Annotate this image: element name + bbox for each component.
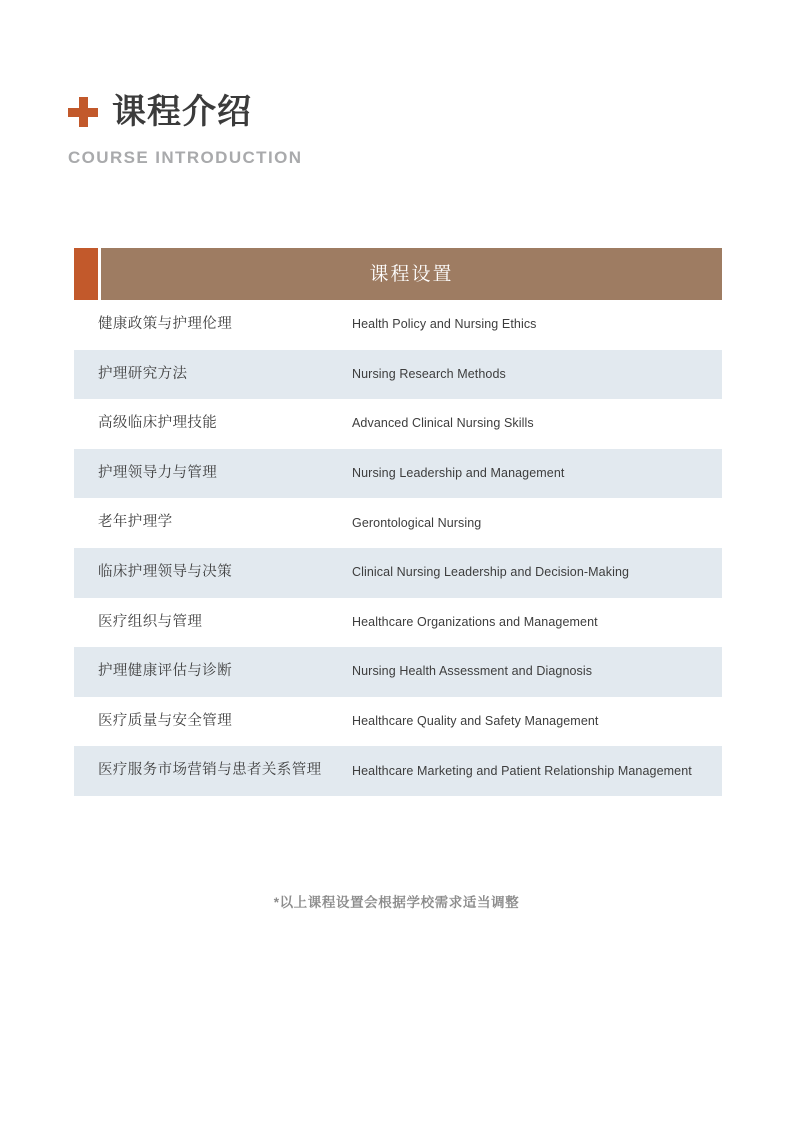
table-header-accent-bar (74, 248, 98, 300)
page-title: 课程介绍 (112, 93, 252, 131)
course-name-cn: 高级临床护理技能 (98, 415, 218, 432)
table-row (74, 697, 722, 747)
table-row (74, 746, 722, 796)
table-row (74, 598, 722, 648)
table-header-main (101, 248, 722, 300)
plus-icon (68, 97, 98, 127)
footnote: *以上课程设置会根据学校需求适当调整 (273, 895, 520, 910)
course-name-en: Advanced Clinical Nursing Skills (352, 416, 534, 431)
course-name-en: Nursing Research Methods (352, 366, 506, 381)
course-name-cn: 护理研究方法 (98, 365, 188, 382)
course-name-en: Gerontological Nursing (352, 515, 482, 530)
table-row (74, 449, 722, 499)
page-header (68, 88, 728, 166)
course-name-cn: 护理健康评估与诊断 (98, 663, 233, 680)
course-name-en: Health Policy and Nursing Ethics (352, 317, 537, 332)
course-name-en: Clinical Nursing Leadership and Decision-Making (352, 565, 630, 580)
table-row (74, 399, 722, 449)
table-header (74, 248, 722, 300)
course-name-en: Healthcare Marketing and Patient Relationship Management (352, 763, 692, 778)
course-name-en: Healthcare Organizations and Management (352, 614, 598, 629)
table-row (74, 350, 722, 400)
course-name-cn: 医疗服务市场营销与患者关系管理 (98, 762, 322, 779)
table-row (74, 647, 722, 697)
course-table (74, 248, 722, 796)
course-name-cn: 护理领导力与管理 (98, 464, 218, 481)
table-row (74, 548, 722, 598)
table-row (74, 498, 722, 548)
course-name-en: Nursing Leadership and Management (352, 466, 565, 481)
course-name-cn: 临床护理领导与决策 (98, 564, 233, 581)
table-body (74, 300, 722, 796)
course-name-en: Healthcare Quality and Safety Management (352, 714, 599, 729)
table-row (74, 300, 722, 350)
course-name-cn: 医疗组织与管理 (98, 613, 203, 630)
page-subtitle: COURSE INTRODUCTION (68, 148, 303, 167)
course-name-cn: 老年护理学 (98, 514, 173, 531)
table-header-title: 课程设置 (369, 263, 454, 285)
course-name-en: Nursing Health Assessment and Diagnosis (352, 664, 593, 679)
course-name-cn: 健康政策与护理伦理 (98, 316, 233, 333)
course-name-cn: 医疗质量与安全管理 (98, 712, 233, 729)
title-row (68, 88, 728, 136)
